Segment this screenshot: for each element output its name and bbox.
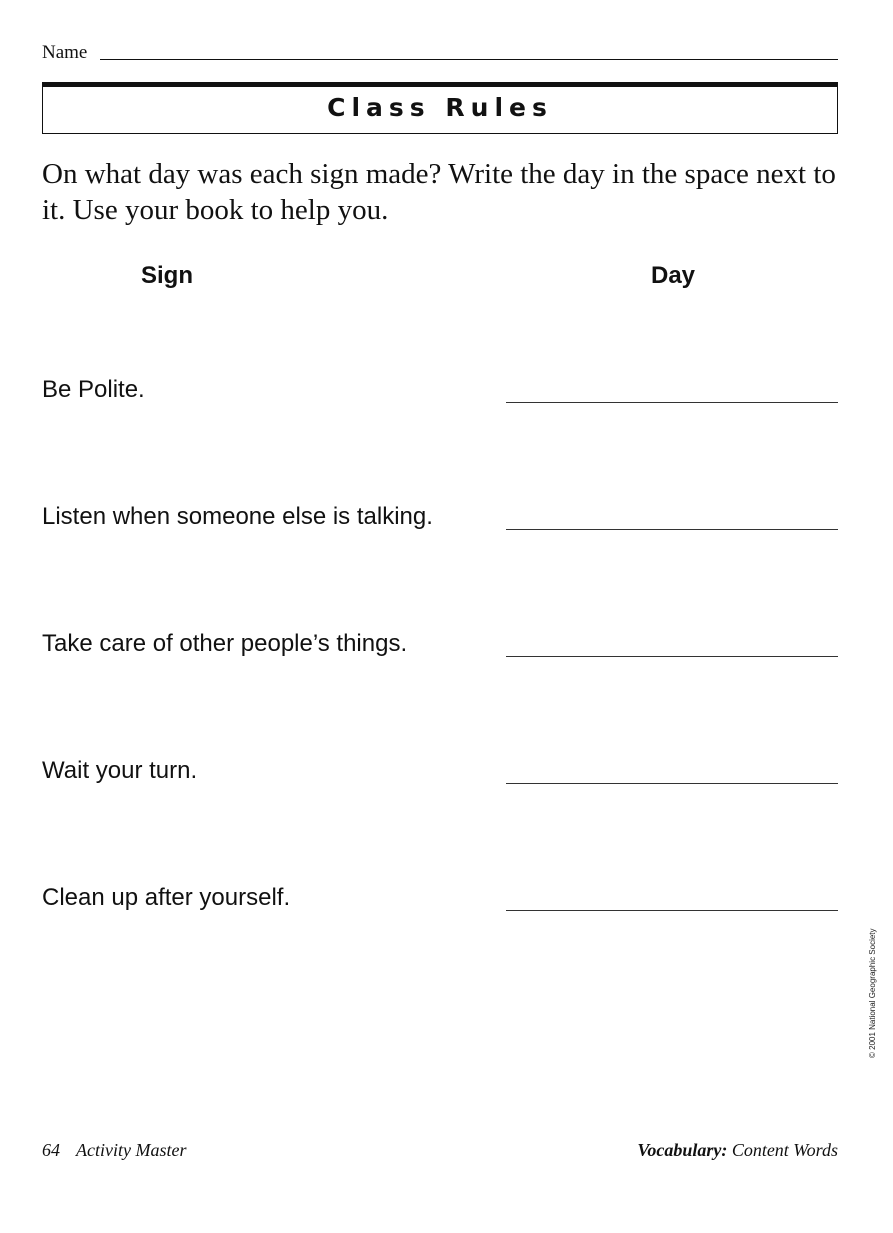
day-answer-line[interactable] [506,402,838,403]
footer-category [637,1140,838,1161]
column-header-day: Day [651,262,696,289]
sign-row [42,503,838,543]
page-number: 64 [42,1140,60,1160]
title-box [42,82,838,134]
footer-page-info [42,1140,186,1161]
sign-row [42,884,838,924]
category-rest: Content Words [731,1140,838,1160]
day-answer-line[interactable] [506,910,838,911]
sign-text: Be Polite. [42,376,145,403]
name-label: Name [42,42,88,63]
day-answer-line[interactable] [506,783,838,784]
copyright-notice: © 2001 National Geographic Society [868,928,877,1058]
instructions: On what day was each sign made? Write the day in the space next to it. Use your book to help you. [42,158,836,226]
day-answer-line[interactable] [506,656,838,657]
category-bold: Vocabulary: [637,1140,728,1160]
sign-row [42,376,838,416]
sign-text: Listen when someone else is talking. [42,503,433,530]
day-answer-line[interactable] [506,529,838,530]
sign-text: Take care of other people’s things. [42,630,408,657]
page-label: Activity Master [76,1140,187,1160]
name-row [42,40,838,64]
name-field-line[interactable] [100,59,838,60]
column-header-sign: Sign [141,262,193,289]
sign-text: Wait your turn. [42,757,198,784]
sign-row [42,757,838,797]
page-title: Class Rules [327,93,553,122]
sign-row [42,630,838,670]
sign-text: Clean up after yourself. [42,884,291,911]
